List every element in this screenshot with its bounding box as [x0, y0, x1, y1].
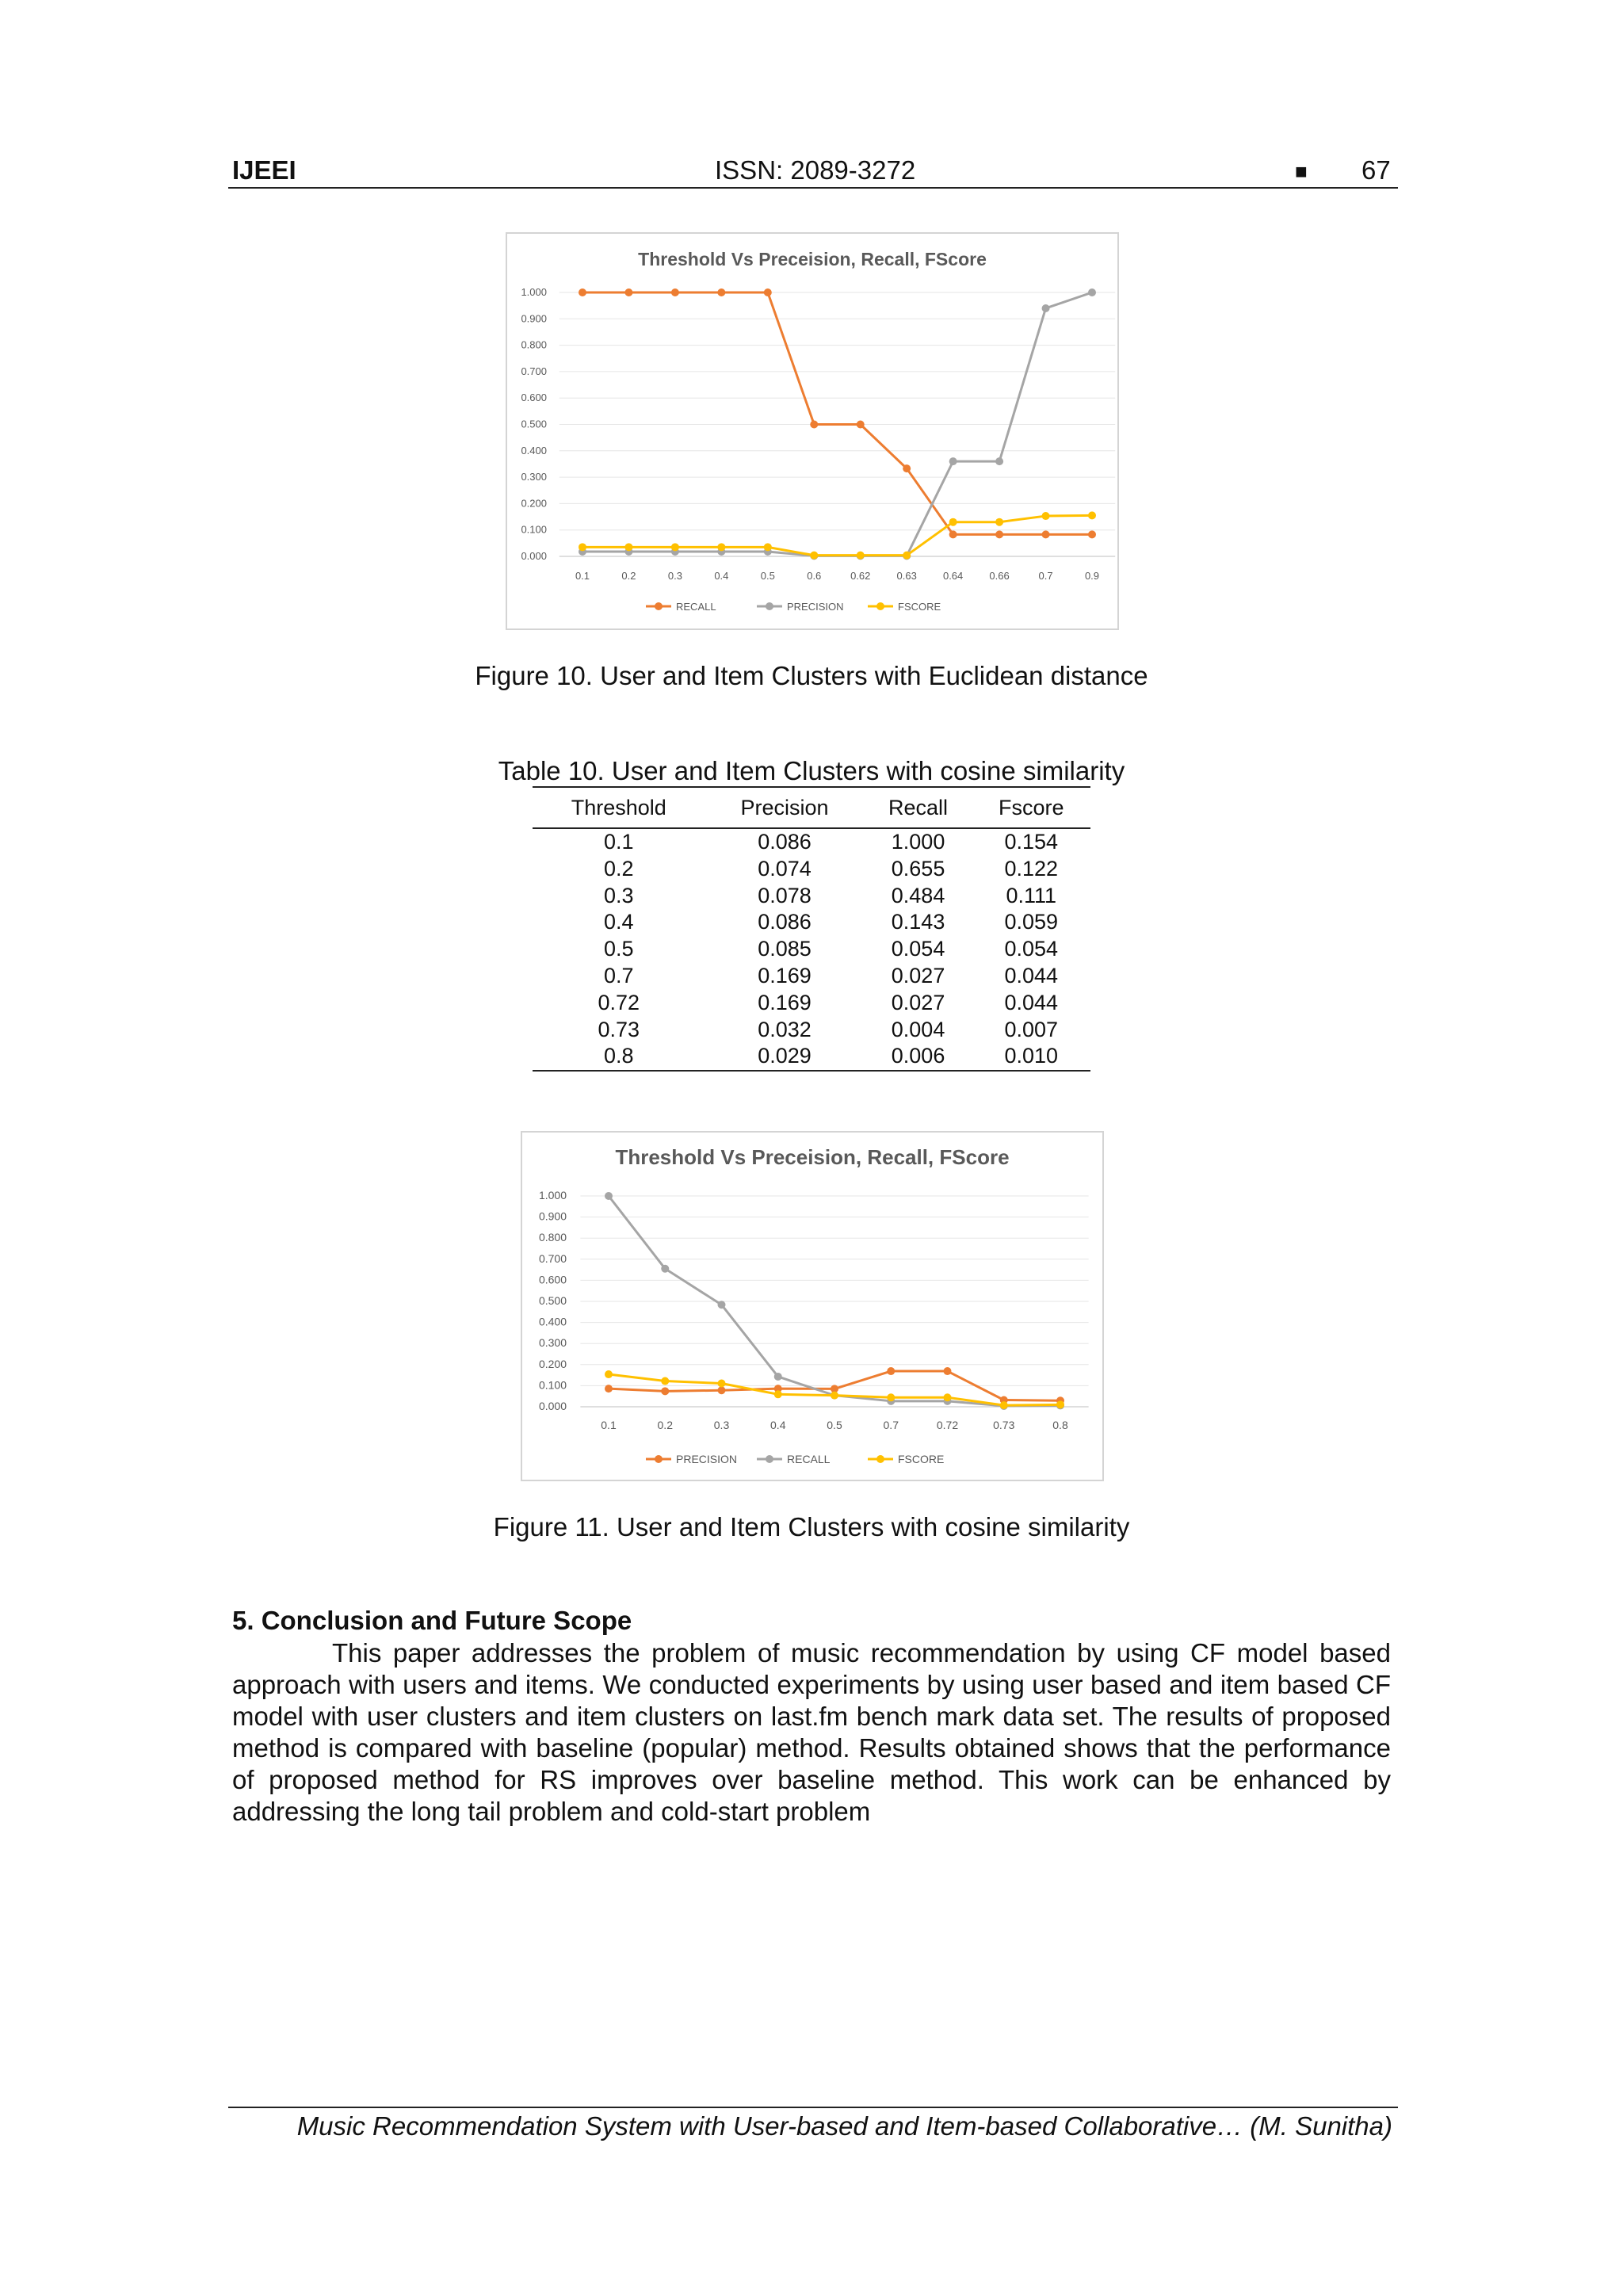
- data-point-precision: [1042, 304, 1050, 312]
- y-tick-label: 0.200: [521, 497, 547, 510]
- x-tick-label: 0.2: [657, 1419, 673, 1431]
- data-point-recall: [764, 288, 772, 296]
- results-table: [533, 786, 1090, 1072]
- page-number: 67: [1361, 155, 1391, 185]
- column-header: Fscore: [972, 787, 1091, 828]
- table-row: [533, 909, 1090, 936]
- table-cell: 0.4: [603, 910, 634, 934]
- x-tick-label: 0.4: [770, 1419, 786, 1431]
- data-point-recall: [949, 530, 957, 538]
- legend-label: PRECISION: [676, 1453, 738, 1465]
- y-tick-label: 0.400: [538, 1315, 567, 1328]
- figure-11-svg: [522, 1133, 1102, 1480]
- data-point-precision: [661, 1387, 669, 1395]
- table-cell: 0.059: [1004, 910, 1059, 934]
- x-tick-label: 0.7: [1038, 570, 1053, 582]
- data-point-recall: [624, 288, 632, 296]
- data-point-recall: [1088, 530, 1096, 538]
- table-10-caption: Table 10. User and Item Clusters with cosine similarity: [498, 756, 1125, 785]
- data-point-fscore: [887, 1393, 895, 1401]
- data-point-fscore: [810, 552, 818, 560]
- chart-title: Threshold Vs Preceision, Recall, FScore: [638, 249, 987, 269]
- y-tick-label: 0.300: [521, 471, 547, 483]
- table-cell: 0.027: [891, 990, 945, 1014]
- legend-label: RECALL: [676, 601, 716, 613]
- table-cell: 0.484: [891, 883, 945, 907]
- x-tick-label: 0.72: [936, 1419, 959, 1431]
- figure-10-chart: [506, 232, 1119, 630]
- y-tick-label: 0.500: [521, 418, 547, 430]
- legend-label: FSCORE: [898, 1453, 945, 1465]
- y-tick-label: 1.000: [538, 1189, 567, 1201]
- data-point-recall: [661, 1265, 669, 1273]
- table-cell: 0.078: [758, 883, 812, 907]
- table-cell: 0.143: [891, 910, 945, 934]
- data-point-fscore: [671, 543, 679, 551]
- data-point-recall: [810, 421, 818, 429]
- issn: ISSN: 2089-3272: [715, 155, 916, 185]
- x-tick-label: 0.4: [714, 570, 729, 582]
- header-marker-icon: ■: [1295, 159, 1308, 183]
- journal-name: IJEEI: [232, 155, 296, 185]
- chart-title: Threshold Vs Preceision, Recall, FScore: [615, 1145, 1010, 1169]
- table-cell: 0.111: [1006, 883, 1057, 907]
- data-point-recall: [903, 464, 911, 472]
- x-tick-label: 0.3: [667, 570, 682, 582]
- data-point-recall: [1042, 530, 1050, 538]
- x-tick-label: 0.64: [942, 570, 964, 582]
- header-rule: [228, 187, 1398, 189]
- table-row: [533, 883, 1090, 910]
- data-point-recall: [774, 1373, 782, 1381]
- x-tick-label: 0.7: [883, 1419, 899, 1431]
- x-tick-label: 0.6: [807, 570, 822, 582]
- y-tick-label: 0.400: [521, 444, 547, 457]
- y-tick-label: 1.000: [521, 286, 547, 298]
- data-point-precision: [949, 457, 957, 465]
- data-point-fscore: [831, 1392, 838, 1400]
- x-tick-label: 0.66: [989, 570, 1010, 582]
- data-point-precision: [944, 1367, 952, 1375]
- y-tick-label: 0.700: [538, 1251, 567, 1265]
- x-tick-label: 0.73: [993, 1419, 1015, 1431]
- table-cell: 0.086: [758, 910, 812, 934]
- x-tick-label: 0.8: [1052, 1419, 1068, 1431]
- y-tick-label: 0.800: [521, 338, 547, 351]
- y-tick-label: 0.600: [521, 392, 547, 404]
- table-cell: 0.122: [1004, 856, 1059, 881]
- table-cell: 0.086: [758, 830, 812, 854]
- column-header: Recall: [865, 787, 972, 828]
- legend-marker: [655, 602, 663, 610]
- table-cell: 0.044: [1004, 990, 1059, 1014]
- table-cell: 0.054: [1004, 937, 1059, 961]
- x-tick-label: 0.1: [601, 1419, 617, 1431]
- table-cell: 0.154: [1004, 830, 1059, 854]
- data-point-fscore: [774, 1390, 782, 1398]
- legend-marker: [766, 602, 773, 610]
- series-line-recall: [582, 292, 1092, 534]
- table-row: [533, 1043, 1090, 1071]
- data-point-fscore: [717, 543, 725, 551]
- footer-rule: [228, 2107, 1398, 2108]
- data-point-recall: [605, 1192, 613, 1200]
- legend-marker: [655, 1455, 663, 1463]
- table-cell: 1.000: [891, 830, 945, 854]
- figure-10-caption: Figure 10. User and Item Clusters with Euclidean distance: [475, 661, 1148, 690]
- data-point-recall: [995, 530, 1003, 538]
- y-tick-label: 0.100: [538, 1378, 567, 1392]
- data-point-fscore: [579, 543, 586, 551]
- table-cell: 0.72: [598, 990, 640, 1014]
- x-tick-label: 0.1: [575, 570, 590, 582]
- column-header: Threshold: [533, 787, 705, 828]
- table-cell: 0.074: [758, 856, 812, 881]
- data-point-precision: [718, 1386, 726, 1394]
- data-point-fscore: [624, 543, 632, 551]
- table-cell: 0.032: [758, 1017, 812, 1041]
- x-tick-label: 0.63: [896, 570, 917, 582]
- table-cell: 0.027: [891, 963, 945, 988]
- table-cell: 0.7: [603, 963, 634, 988]
- legend-label: PRECISION: [787, 601, 844, 613]
- y-tick-label: 0.600: [538, 1273, 567, 1286]
- running-footer: Music Recommendation System with User-based and Item-based Collaborative… (M. Sunitha): [296, 2111, 1392, 2141]
- table-cell: 0.007: [1004, 1017, 1059, 1041]
- data-point-recall: [671, 288, 679, 296]
- table-cell: 0.655: [891, 856, 945, 881]
- table-cell: 0.029: [705, 1043, 864, 1071]
- x-tick-label: 0.5: [827, 1419, 842, 1431]
- table-cell: 0.73: [598, 1017, 640, 1041]
- legend-marker: [766, 1455, 773, 1463]
- table-cell: 0.054: [891, 937, 945, 961]
- y-tick-label: 0.300: [538, 1336, 567, 1350]
- data-point-precision: [1088, 288, 1096, 296]
- table-row: [533, 856, 1090, 883]
- legend-label: RECALL: [787, 1453, 831, 1465]
- table-cell: 0.8: [533, 1043, 705, 1071]
- table-cell: 0.3: [603, 883, 634, 907]
- section-title: 5. Conclusion and Future Scope: [232, 1606, 632, 1635]
- data-point-fscore: [1000, 1401, 1008, 1409]
- y-tick-label: 0.700: [521, 365, 547, 377]
- y-tick-label: 0.800: [538, 1231, 567, 1244]
- table-cell: 0.1: [603, 830, 634, 854]
- data-point-fscore: [605, 1370, 613, 1378]
- table-cell: 0.044: [1004, 963, 1059, 988]
- x-tick-label: 0.5: [760, 570, 775, 582]
- y-tick-label: 0.900: [538, 1209, 567, 1223]
- figure-11-caption: Figure 11. User and Item Clusters with cosine similarity: [493, 1512, 1130, 1541]
- data-point-fscore: [944, 1393, 952, 1401]
- section-body: This paper addresses the problem of music recommendation by using CF model based approach with users and items. We conducted experiments by using user based and item based CF model with user clusters and item clusters on last.fm bench mark data set. The results of proposed method is compared with baseline (popular) method. Results obtained shows that the performance of proposed method for RS improves over baseline method. This work can be enhanced by addressing the long tail problem and cold-start problem: [232, 1638, 1391, 1826]
- table-row: [533, 990, 1090, 1017]
- legend-marker: [876, 1455, 884, 1463]
- figure-10-svg: [507, 234, 1117, 628]
- column-header: Precision: [705, 787, 864, 828]
- data-point-fscore: [1042, 512, 1050, 520]
- legend-label: FSCORE: [898, 601, 941, 613]
- data-point-precision: [887, 1367, 895, 1375]
- table-cell: 0.010: [972, 1043, 1091, 1071]
- data-point-fscore: [995, 518, 1003, 526]
- data-point-fscore: [764, 543, 772, 551]
- y-tick-label: 0.000: [521, 550, 547, 562]
- data-point-fscore: [857, 552, 865, 560]
- table-cell: 0.085: [758, 937, 812, 961]
- figure-11-chart: [521, 1131, 1104, 1481]
- data-point-recall: [717, 288, 725, 296]
- data-point-precision: [605, 1385, 613, 1392]
- table-row: [533, 936, 1090, 963]
- x-tick-label: 0.2: [621, 570, 636, 582]
- table-cell: 0.004: [891, 1017, 945, 1041]
- data-point-recall: [857, 421, 865, 429]
- table-row: [533, 828, 1090, 856]
- y-tick-label: 0.500: [538, 1294, 567, 1307]
- x-tick-label: 0.9: [1084, 570, 1100, 582]
- table-header-row: [533, 787, 1090, 828]
- data-point-fscore: [1088, 511, 1096, 519]
- table-cell: 0.5: [603, 937, 634, 961]
- series-line-recall: [609, 1196, 1060, 1406]
- table-cell: 0.006: [865, 1043, 972, 1071]
- data-point-recall: [579, 288, 586, 296]
- data-point-fscore: [903, 552, 911, 560]
- y-tick-label: 0.900: [521, 312, 547, 325]
- table-cell: 0.2: [603, 856, 634, 881]
- table-row: [533, 1017, 1090, 1044]
- legend-marker: [876, 602, 884, 610]
- data-point-fscore: [949, 518, 957, 526]
- data-point-recall: [718, 1301, 726, 1308]
- data-point-fscore: [661, 1377, 669, 1385]
- table-cell: 0.169: [758, 990, 812, 1014]
- data-point-precision: [995, 457, 1003, 465]
- y-tick-label: 0.000: [538, 1400, 567, 1412]
- x-tick-label: 0.3: [713, 1419, 730, 1431]
- x-tick-label: 0.62: [850, 570, 871, 582]
- table-body: [533, 828, 1090, 1071]
- y-tick-label: 0.100: [521, 523, 547, 536]
- y-tick-label: 0.200: [538, 1357, 567, 1370]
- table-cell: 0.169: [758, 963, 812, 988]
- data-point-fscore: [718, 1379, 726, 1387]
- table-row: [533, 963, 1090, 990]
- data-point-fscore: [1056, 1400, 1064, 1408]
